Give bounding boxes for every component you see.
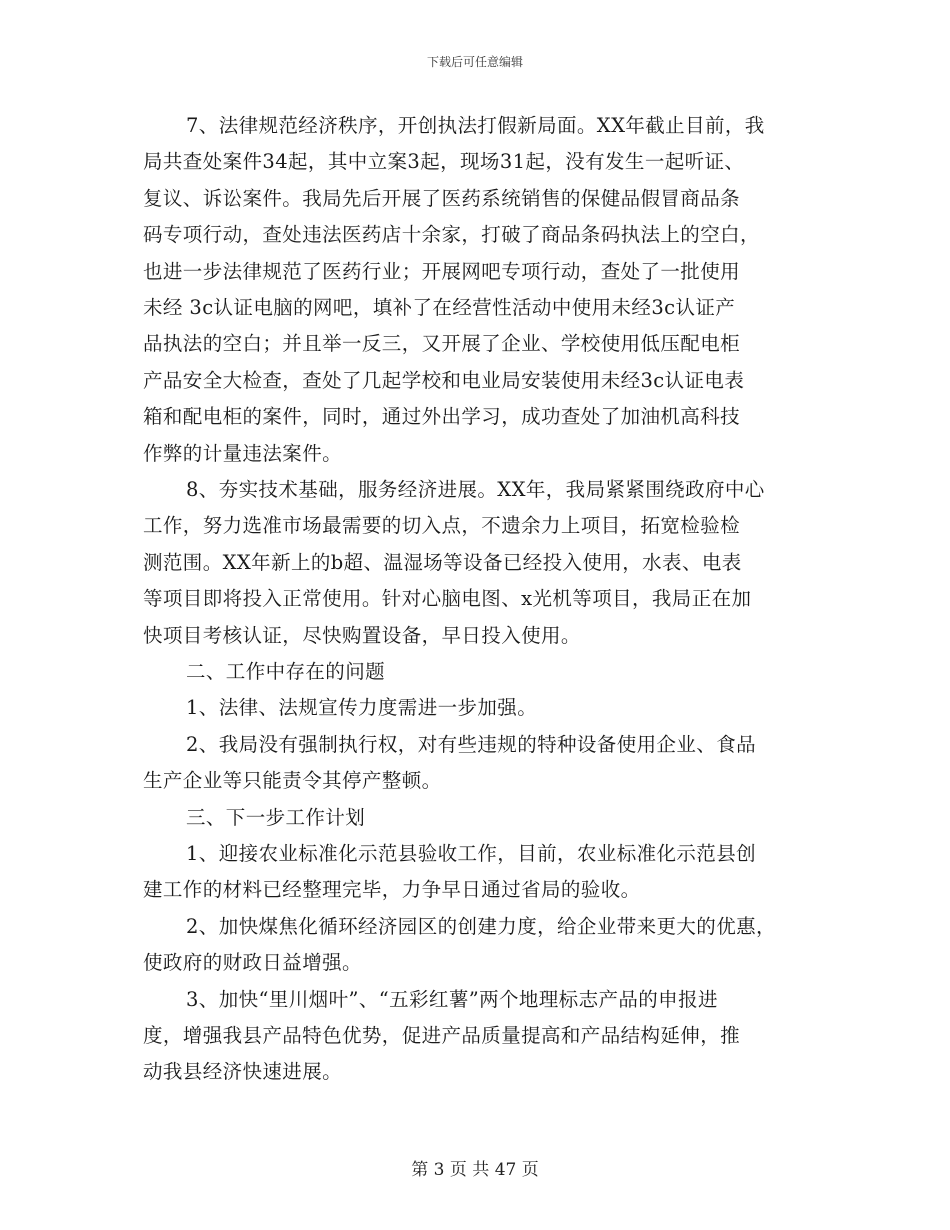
text-line: 2、加快煤焦化循环经济园区的创建力度，给企业带来更大的优惠， [186, 914, 776, 938]
text-line: 动我县经济快速进展。 [143, 1060, 343, 1084]
text-line: 测范围。XX年新上的b超、温湿场等设备已经投入使用，水表、电表 [143, 550, 742, 574]
page-number-footer: 第 3 页 共 47 页 [411, 1160, 539, 1180]
section-heading: 三、下一步工作计划 [186, 805, 366, 829]
text-line: 产品安全大检查，查处了几起学校和电业局安装使用未经3c认证电表 [143, 368, 745, 392]
text-line: 工作，努力选准市场最需要的切入点，不遗余力上项目，拓宽检验检 [143, 514, 741, 538]
text-line: 未经 3c认证电脑的网吧，填补了在经营性活动中使用未经3c认证产 [143, 296, 736, 319]
text-line: 度，增强我县产品特色优势，促进产品质量提高和产品结构延伸，推 [143, 1024, 741, 1047]
text-line: 等项目即将投入正常使用。针对心脑电图、x光机等项目，我局正在加 [143, 587, 752, 611]
text-line: 品执法的空白；并且举一反三，又开展了企业、学校使用低压配电柜 [143, 332, 741, 356]
text-line: 建工作的材料已经整理完毕，力争早日通过省局的验收。 [143, 878, 641, 902]
text-line: 快项目考核认证，尽快购置设备，早日投入使用。 [143, 623, 581, 647]
text-line: 码专项行动，查处违法医药店十余家，打破了商品条码执法上的空白， [143, 223, 760, 247]
text-line: 1、迎接农业标准化示范县验收工作，目前，农业标准化示范县创 [186, 842, 757, 865]
text-line: 生产企业等只能责令其停产整顿。 [143, 769, 442, 793]
text-line: 3、加快“里川烟叶”、“五彩红薯”两个地理标志产品的申报进 [186, 987, 718, 1011]
text-line: 7、法律规范经济秩序，开创执法打假新局面。XX年截止目前，我 [186, 114, 765, 137]
page-header: 下载后可任意编辑 [426, 55, 523, 69]
text-line: 作弊的计量违法案件。 [143, 441, 343, 465]
section-heading: 二、工作中存在的问题 [186, 660, 386, 683]
text-line: 也进一步法律规范了医药行业；开展网吧专项行动，查处了一批使用 [143, 259, 741, 283]
text-line: 箱和配电柜的案件，同时，通过外出学习，成功查处了加油机高科技 [143, 405, 741, 429]
text-line: 使政府的财政日益增强。 [143, 951, 362, 975]
text-line: 1、法律、法规宣传力度需进一步加强。 [186, 696, 538, 720]
text-line: 局共查处案件34起，其中立案3起，现场31起，没有发生一起听证、 [143, 150, 745, 174]
text-line: 2、我局没有强制执行权，对有些违规的特种设备使用企业、食品 [186, 732, 757, 756]
text-line: 8、夯实技术基础，服务经济进展。XX年，我局紧紧围绕政府中心 [186, 478, 765, 501]
text-line: 复议、诉讼案件。我局先后开展了医药系统销售的保健品假冒商品条 [143, 186, 741, 210]
